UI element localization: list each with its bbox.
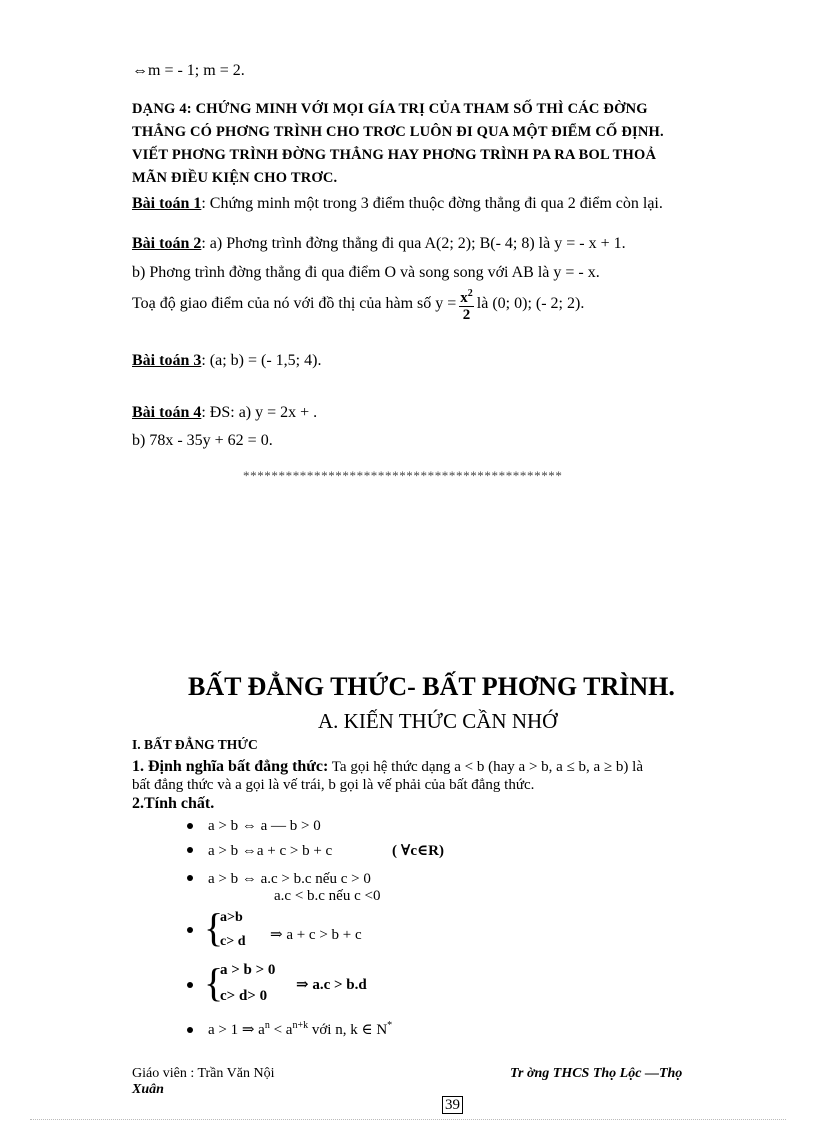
footer-teacher: Giáo viên : Trần Văn Nội (132, 1066, 275, 1081)
property-6-exp1: n (264, 1020, 270, 1031)
property-2: a > b ⇔a + c > b + c (208, 843, 333, 859)
dang4-line-3: VIẾT PHƠNG TRÌNH ĐỜNG THẲNG HAY PHƠNG TRÌNH PA RA BOL THOẢ (132, 147, 657, 163)
property-6-mid: < a (269, 1022, 293, 1038)
bullet-1 (187, 823, 193, 829)
definition-line-2: bất đẳng thức và a gọi là vế trái, b gọi là vế phải của bất đẳng thức. (132, 777, 535, 793)
separator-stars: ********************************************* (243, 468, 563, 483)
property-6-post: với n, k ∈ N (308, 1022, 388, 1038)
bullet-4 (187, 927, 193, 933)
definition-label: 1. Định nghĩa bất đẳng thức: (132, 758, 329, 775)
bai4-text: : ĐS: a) y = 2x + . (201, 404, 318, 421)
dang4-line-1: DẠNG 4: CHỨNG MINH VỚI MỌI GÍA TRỊ CỦA THAM SỐ THÌ CÁC ĐỜNG (132, 101, 648, 117)
dang4-line-2: THẲNG CÓ PHƠNG TRÌNH CHO TRƠC LUÔN ĐI QUA MỘT ĐIỂM CỐ ĐỊNH. (132, 124, 664, 140)
page-number-box: 39 (442, 1096, 463, 1114)
bai2-label: Bài toán 2 (132, 235, 202, 252)
section-a-title: A. KIẾN THỨC CẦN NHỚ (318, 709, 558, 733)
bai1 (132, 195, 663, 213)
bottom-dotted-rule (30, 1119, 786, 1120)
bai2-line-a (132, 235, 626, 253)
bai1-label: Bài toán 1 (132, 195, 202, 212)
page-number (442, 1096, 463, 1114)
property-6 (208, 1020, 392, 1039)
bai1-text: : Chứng minh một trong 3 điểm thuộc đờng thẳng đi qua 2 điểm còn lại. (201, 195, 663, 212)
bai3-label: Bài toán 3 (132, 352, 202, 369)
section-i-title: I. BẤT ĐẲNG THỨC (132, 737, 258, 752)
bai2-text-c-post: là (0; 0); (- 2; 2). (476, 295, 585, 313)
property-4-system-1: a>b (220, 910, 243, 925)
property-3a: a > b ⇔ a.c > b.c nếu c > 0 (208, 871, 371, 887)
chapter-title: BẤT ĐẲNG THỨC- BẤT PHƠNG TRÌNH. (188, 672, 675, 701)
bai2-text-a: : a) Phơng trình đờng thẳng đi qua A(2; 2); B(- 4; 8) là y = - x + 1. (201, 235, 626, 252)
properties-title: 2.Tính chất. (132, 795, 215, 812)
footer-school-cont: Xuân (132, 1082, 164, 1097)
left-brace-icon: { (204, 905, 224, 950)
property-5-system-1: a > b > 0 (220, 962, 276, 978)
property-6-star: * (387, 1020, 393, 1031)
bullet-2 (187, 847, 193, 853)
fraction-x2-over-2: $\frac{x^2}{2}$ (460, 288, 473, 323)
footer-school: Tr ờng THCS Thọ Lộc —Thọ (510, 1066, 683, 1081)
property-5-result: ⇒ a.c > b.d (296, 977, 367, 993)
definition-text-1: Ta gọi hệ thức dạng a < b (hay a > b, a ≤ b, a ≥ b) là (328, 759, 644, 775)
bullet-3 (187, 875, 193, 881)
property-2-note: ( ∀c∈R) (392, 843, 444, 859)
bai2-text-c-pre: Toạ độ giao điểm của nó với đồ thị của hàm số y = (132, 295, 457, 313)
property-1: a > b ⇔ a — b > 0 (208, 818, 321, 834)
bai2-line-b: b) Phơng trình đờng thẳng đi qua điểm O và song song với AB là y = - x. (132, 264, 600, 281)
property-5-system-2: c> d> 0 (220, 988, 268, 1004)
bai4 (132, 404, 317, 422)
left-brace-icon: { (204, 960, 224, 1005)
bai2-line-c (132, 286, 584, 323)
top-result: ⇔m = - 1; m = 2. (132, 62, 245, 79)
property-6-pre: a > 1 ⇒ a (208, 1022, 265, 1038)
definition-line-1 (132, 758, 643, 776)
property-4-result: ⇒ a + c > b + c (270, 927, 362, 943)
bai3 (132, 352, 321, 370)
bai4-label: Bài toán 4 (132, 404, 202, 421)
bullet-5 (187, 982, 193, 988)
bai4-line-b: b) 78x - 35y + 62 = 0. (132, 432, 273, 449)
bullet-6 (187, 1027, 193, 1033)
bai3-text: : (a; b) = (- 1,5; 4). (201, 352, 322, 369)
property-4-system-2: c> d (220, 934, 246, 949)
dang4-line-4: MÃN ĐIỀU KIỆN CHO TRƠC. (132, 170, 338, 186)
property-3b: a.c < b.c nếu c <0 (274, 888, 381, 904)
property-6-exp2: n+k (292, 1020, 309, 1031)
